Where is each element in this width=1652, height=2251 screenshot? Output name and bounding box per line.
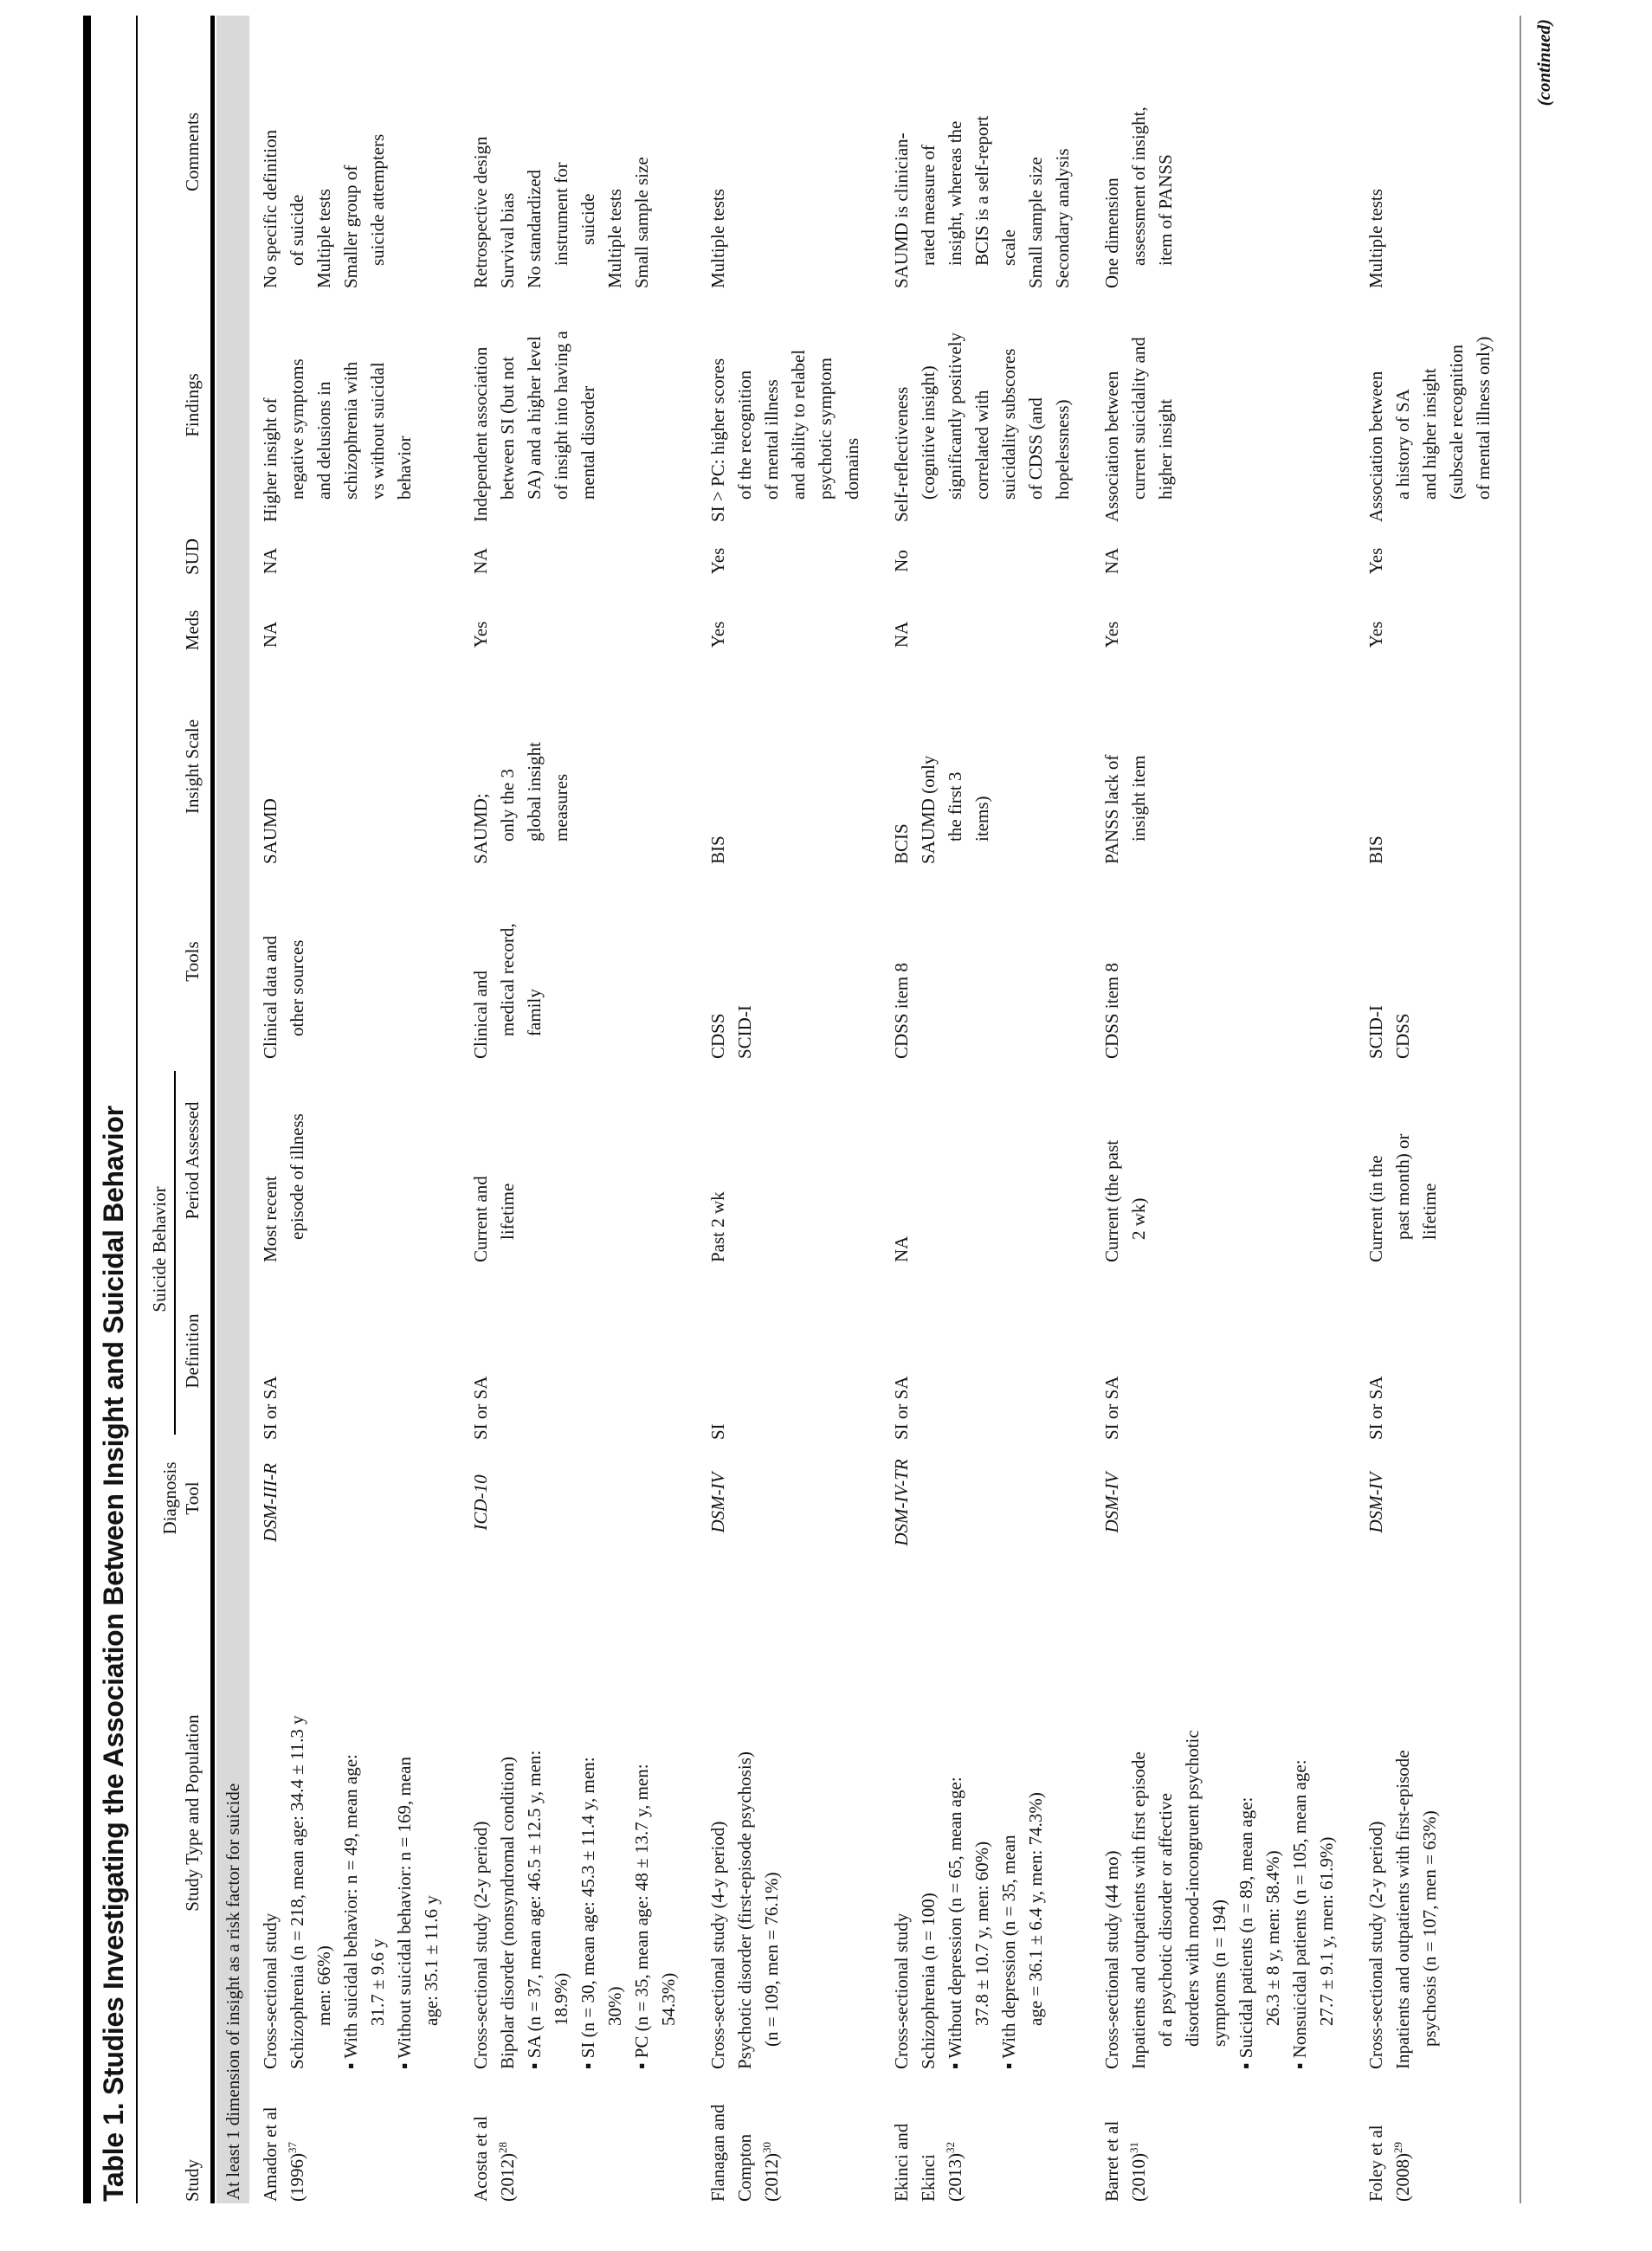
cell-line: correlated with — [971, 390, 992, 500]
cell-line: Inpatients and outpatients with first-episode — [1392, 1750, 1413, 2069]
cell-line: ▪ SI (n = 30, mean age: 45.3 ± 11.4 y, men: — [578, 1757, 598, 2069]
cell-line: ▪ With depression (n = 35, mean — [998, 1835, 1019, 2069]
cell-findings — [1099, 288, 1340, 522]
cell-line: a history of SA — [1392, 389, 1413, 500]
cell-comments — [468, 16, 682, 288]
cell-line: Independent association — [470, 346, 491, 522]
cell-line: psychosis (n = 107, men = 63%) — [1419, 1810, 1440, 2047]
cell-line: medical record, — [497, 923, 518, 1036]
cell-line: BCIS is a self-report — [971, 115, 992, 266]
cell-line: and delusions in — [313, 381, 334, 500]
cell-population — [705, 1557, 866, 2069]
cell-line: of mental illness — [761, 379, 782, 500]
study-name-line: $(1996)^{37}$ — [286, 2142, 307, 2202]
cell-line: (cognitive insight) — [918, 365, 939, 500]
header-diagnosis-line1: Diagnosis — [159, 1461, 180, 1535]
cell-definition — [1099, 1262, 1340, 1440]
cell-tools — [468, 864, 682, 1059]
cell-line: Yes — [1365, 547, 1386, 575]
table-row — [705, 16, 888, 2203]
cell-meds — [705, 591, 866, 669]
cell-findings — [257, 288, 445, 522]
cell-study — [705, 2069, 866, 2203]
cell-line: 27.7 ± 9.1 y, men: 61.9%) — [1316, 1836, 1337, 2026]
cell-line: BCIS — [891, 823, 912, 864]
cell-line: Inpatients and outpatients with first episode — [1128, 1751, 1149, 2069]
cell-line: NA — [260, 547, 281, 575]
table-row — [257, 16, 468, 2203]
header-findings: Findings — [182, 373, 203, 437]
cell-line: 30%) — [604, 1986, 625, 2026]
section-header-row: At least 1 dimension of insight as a risk factor for suicide — [216, 16, 249, 2203]
cell-definition — [257, 1262, 445, 1440]
cell-line: of insight into having a — [551, 331, 571, 500]
study-name-line: $(2012)^{30}$ — [760, 2142, 782, 2202]
study-name-line: $(2008)^{29}$ — [1391, 2142, 1413, 2202]
study-name-line: Compton — [734, 2133, 755, 2202]
table-1 — [83, 16, 1555, 2203]
cell-diagnosis — [1099, 1440, 1340, 1557]
table-row — [888, 16, 1099, 2203]
cell-line: Yes — [1101, 621, 1122, 648]
cell-line: DSM-IV — [707, 1472, 728, 1533]
cell-line: CDSS item 8 — [1101, 963, 1122, 1059]
cell-line: (n = 109, men = 76.1%) — [761, 1872, 782, 2047]
cell-insight — [257, 669, 445, 864]
study-name-line: Acosta et al — [470, 2115, 491, 2202]
header-sud: SUD — [182, 539, 203, 576]
cell-line: SAUMD (only — [918, 755, 939, 864]
cell-line: Yes — [470, 621, 491, 648]
cell-line: SAUMD; — [470, 793, 491, 864]
cell-line: ▪ Without depression (n = 65, mean age: — [945, 1777, 965, 2069]
table-top-rule — [83, 16, 91, 2203]
cell-tools — [1363, 864, 1497, 1059]
cell-line: Bipolar disorder (nonsyndromal condition) — [497, 1756, 518, 2069]
cell-line: One dimension — [1101, 177, 1122, 288]
cell-line: Multiple tests — [604, 189, 625, 288]
table-row — [468, 16, 705, 2203]
cell-comments — [1363, 16, 1497, 288]
cell-line: items) — [971, 796, 992, 842]
header-definition: Definition — [182, 1313, 203, 1389]
cell-line: scale — [998, 229, 1019, 266]
cell-line: Association between — [1365, 371, 1386, 522]
cell-line: Multiple tests — [313, 189, 334, 288]
cell-line: 37.8 ± 10.7 y, men: 60%) — [971, 1841, 992, 2026]
cell-line: SI or SA — [470, 1376, 491, 1440]
cell-line: Small sample size — [1025, 157, 1046, 288]
cell-line: 54.3%) — [658, 1972, 679, 2026]
cell-tools — [257, 864, 445, 1059]
header-comments: Comments — [182, 113, 203, 192]
cell-line: Higher insight of — [260, 397, 281, 522]
cell-line: of the recognition — [734, 370, 755, 500]
cell-line: No standardized — [524, 169, 545, 288]
cell-line: significantly positively — [945, 332, 965, 500]
cell-line: item of PANSS — [1155, 154, 1176, 266]
cell-line: other sources — [287, 939, 307, 1036]
cell-tools — [705, 864, 866, 1059]
cell-period — [705, 1059, 866, 1262]
cell-line: (subscale recognition — [1446, 344, 1467, 500]
cell-line: Multiple tests — [707, 189, 728, 288]
cell-line: 2 wk) — [1128, 1197, 1149, 1240]
cell-line: No specific definition — [260, 129, 281, 288]
cell-line: vs without suicidal — [367, 362, 388, 500]
cell-line: measures — [551, 773, 571, 842]
cell-population — [1363, 1557, 1497, 2069]
study-name-line: Ekinci — [918, 2154, 939, 2202]
cell-line: behavior — [394, 435, 415, 500]
cell-meds — [1363, 591, 1497, 669]
study-name-line: Flanagan and — [707, 2104, 728, 2202]
cell-line: ▪ Nonsuicidal patients (n = 105, mean age: — [1289, 1759, 1310, 2069]
cell-line: suicidality subscores — [998, 348, 1019, 500]
cell-sud — [888, 522, 1076, 591]
cell-tools — [888, 864, 1076, 1059]
cell-line: hopelessness) — [1052, 399, 1073, 500]
header-tools: Tools — [182, 941, 203, 982]
reference-superscript: 28 — [496, 2142, 509, 2153]
cell-line: SI or SA — [1365, 1376, 1386, 1440]
cell-line: Association between — [1101, 371, 1122, 522]
cell-line: mental disorder — [578, 385, 598, 500]
cell-definition — [1363, 1262, 1497, 1440]
cell-insight — [1099, 669, 1340, 864]
cell-study — [888, 2069, 1076, 2203]
cell-line: DSM-IV — [1101, 1472, 1122, 1533]
cell-comments — [257, 16, 445, 288]
cell-insight — [705, 669, 866, 864]
cell-line: Cross-sectional study — [891, 1912, 912, 2069]
cell-line: Most recent — [260, 1176, 281, 1262]
cell-line: SCID-I — [734, 1005, 755, 1059]
cell-line: assessment of insight, — [1128, 106, 1149, 266]
cell-line: age: 35.1 ± 11.6 y — [421, 1895, 442, 2026]
cell-sud — [1363, 522, 1497, 591]
cell-line: higher insight — [1155, 398, 1176, 500]
cell-line: suicide attempters — [367, 133, 388, 266]
cell-line: ▪ With suicidal behavior: n = 49, mean age: — [340, 1754, 361, 2069]
cell-line: age = 36.1 ± 6.4 y, men: 74.3%) — [1025, 1792, 1046, 2026]
cell-line: Retrospective design — [470, 136, 491, 288]
cell-line: suicide — [578, 193, 598, 245]
cell-period — [1363, 1059, 1497, 1262]
cell-line: of mental illness only) — [1473, 336, 1494, 500]
table-row — [1363, 16, 1520, 2203]
cell-line: Current (the past — [1101, 1139, 1122, 1262]
table-body — [249, 16, 1520, 2203]
cell-line: Yes — [707, 547, 728, 575]
cell-comments — [1099, 16, 1340, 288]
header-diagnosis-tool — [158, 1440, 203, 1557]
cell-study — [257, 2069, 445, 2203]
reference-superscript: 30 — [760, 2142, 773, 2153]
cell-line: schizophrenia with — [340, 361, 361, 500]
cell-sud — [1099, 522, 1340, 591]
cell-line: men: 66%) — [313, 1945, 334, 2026]
cell-line: instrument for — [551, 162, 571, 266]
study-name-line: Foley et al — [1365, 2125, 1386, 2202]
cell-population — [1099, 1557, 1340, 2069]
cell-line: CDSS item 8 — [891, 963, 912, 1059]
cell-population — [468, 1557, 682, 2069]
cell-line: between SI (but not — [497, 356, 518, 500]
cell-line: rated measure of — [918, 145, 939, 266]
cell-line: of a psychotic disorder or affective — [1155, 1793, 1176, 2047]
cell-comments — [705, 16, 866, 288]
cell-line: ▪ PC (n = 35, mean age: 48 ± 13.7 y, men: — [631, 1764, 652, 2069]
cell-diagnosis — [888, 1440, 1076, 1557]
cell-sud — [257, 522, 445, 591]
cell-findings — [1363, 288, 1497, 522]
study-name-line: $(2012)^{28}$ — [496, 2142, 518, 2202]
cell-line: SI — [707, 1423, 728, 1440]
cell-line: insight, whereas the — [945, 120, 965, 266]
cell-line: Current and — [470, 1176, 491, 1262]
reference-superscript: 29 — [1391, 2142, 1404, 2153]
cell-line: lifetime — [1419, 1183, 1440, 1240]
cell-period — [257, 1059, 445, 1262]
cell-line: SI > PC: higher scores — [707, 358, 728, 522]
cell-line: ▪ SA (n = 37, mean age: 46.5 ± 12.5 y, men: — [524, 1750, 545, 2069]
study-name-line: Amador et al — [260, 2106, 281, 2202]
cell-definition — [468, 1262, 682, 1440]
cell-line: DSM-IV — [1365, 1472, 1386, 1533]
cell-line: 18.9%) — [551, 1972, 571, 2026]
cell-line: Clinical and — [470, 970, 491, 1059]
cell-population — [257, 1557, 445, 2069]
study-name-line: Ekinci and — [891, 2123, 912, 2202]
cell-diagnosis — [468, 1440, 682, 1557]
header-suicide-behavior: Suicide Behavior — [149, 1186, 170, 1313]
header-meds: Meds — [182, 610, 203, 651]
cell-line: Clinical data and — [260, 935, 281, 1059]
cell-line: SI or SA — [1101, 1376, 1122, 1440]
cell-period — [468, 1059, 682, 1262]
table-row — [1099, 16, 1363, 2203]
cell-line: Self-reflectiveness — [891, 386, 912, 522]
cell-insight — [468, 669, 682, 864]
cell-line: past month) or — [1392, 1133, 1413, 1240]
study-name-line: Barret et al — [1101, 2120, 1122, 2202]
study-name-line: $(2013)^{32}$ — [944, 2142, 965, 2202]
suicide-behavior-spanner-rule — [174, 1071, 176, 1435]
table-caption: Table 1. Studies Investigating the Association Between Insight and Suicidal Behavior — [98, 1106, 129, 2202]
cell-meds — [1099, 591, 1340, 669]
cell-line: the first 3 — [945, 771, 965, 842]
cell-diagnosis — [257, 1440, 445, 1557]
cell-line: global insight — [524, 742, 545, 842]
reference-superscript: 32 — [944, 2142, 957, 2153]
cell-findings — [705, 288, 866, 522]
cell-line: Cross-sectional study (2-y period) — [470, 1821, 491, 2069]
cell-line: Secondary analysis — [1052, 148, 1073, 288]
cell-line: SAUMD is clinician- — [891, 132, 912, 288]
study-name-line: $(2010)^{31}$ — [1127, 2142, 1149, 2202]
cell-definition — [888, 1262, 1076, 1440]
reference-superscript: 31 — [1127, 2142, 1140, 2153]
cell-meds — [257, 591, 445, 669]
cell-line: NA — [891, 1235, 912, 1262]
cell-line: Small sample size — [631, 157, 652, 288]
cell-findings — [888, 288, 1076, 522]
reference-superscript: 37 — [286, 2142, 299, 2153]
cell-line: Past 2 wk — [707, 1191, 728, 1262]
cell-line: ▪ Suicidal patients (n = 89, mean age: — [1236, 1796, 1256, 2069]
cell-study — [1099, 2069, 1340, 2203]
cell-line: BIS — [707, 835, 728, 864]
cell-line: SAUMD — [260, 798, 281, 864]
cell-findings — [468, 288, 682, 522]
cell-diagnosis — [1363, 1440, 1497, 1557]
cell-line: CDSS — [1392, 1013, 1413, 1059]
cell-period — [1099, 1059, 1340, 1262]
cell-line: Schizophrenia (n = 100) — [918, 1893, 939, 2069]
cell-line: Cross-sectional study (2-y period) — [1365, 1821, 1386, 2069]
cell-line: 31.7 ± 9.6 y — [367, 1938, 388, 2026]
cell-line: domains — [842, 437, 862, 500]
header-period-assessed: Period Assessed — [182, 1101, 203, 1220]
cell-line: family — [524, 989, 545, 1036]
cell-line: 26.3 ± 8 y, men: 58.4%) — [1262, 1850, 1283, 2026]
cell-comments — [888, 16, 1076, 288]
cell-line: DSM-III-R — [260, 1463, 281, 1542]
cell-line: SI or SA — [891, 1376, 912, 1440]
cell-period — [888, 1059, 1076, 1262]
cell-line: PANSS lack of — [1101, 754, 1122, 864]
cell-line: SA) and a higher level — [524, 336, 545, 500]
cell-line: lifetime — [497, 1183, 518, 1240]
cell-population — [888, 1557, 1076, 2069]
cell-line: NA — [1101, 547, 1122, 575]
cell-line: NA — [260, 621, 281, 648]
cell-meds — [468, 591, 682, 669]
cell-line: Cross-sectional study (44 mo) — [1101, 1850, 1122, 2069]
cell-sud — [468, 522, 682, 591]
cell-study — [468, 2069, 682, 2203]
header-diagnosis-line2: Tool — [182, 1481, 203, 1515]
continued-note: (continued) — [1533, 19, 1554, 106]
cell-line: of suicide — [287, 194, 307, 266]
cell-tools — [1099, 864, 1340, 1059]
cell-line: current suicidality and — [1128, 337, 1149, 500]
cell-insight — [1363, 669, 1497, 864]
header-insight-scale: Insight Scale — [182, 719, 203, 815]
cell-line: Survival bias — [497, 192, 518, 288]
cell-line: and ability to relabel — [788, 349, 809, 500]
cell-line: of CDSS (and — [1025, 397, 1046, 500]
cell-line: Yes — [707, 621, 728, 648]
header-population: Study Type and Population — [182, 1714, 203, 1912]
cell-line: Psychotic disorder (first-episode psychosis) — [734, 1751, 755, 2069]
cell-line: psychotic symptom — [815, 358, 836, 500]
cell-meds — [888, 591, 1076, 669]
cell-line: Cross-sectional study — [260, 1912, 281, 2069]
header-suicide-behavior-group — [148, 1059, 203, 1440]
cell-insight — [888, 669, 1076, 864]
cell-line: ICD-10 — [470, 1474, 491, 1531]
table-header-row — [138, 16, 210, 2203]
cell-study — [1363, 2069, 1497, 2203]
cell-line: DSM-IV-TR — [891, 1459, 912, 1546]
cell-line: disorders with mood-incongruent psychotic — [1182, 1730, 1203, 2047]
cell-line: BIS — [1365, 835, 1386, 864]
cell-line: and higher insight — [1419, 368, 1440, 500]
cell-line: SCID-I — [1365, 1005, 1386, 1059]
cell-line: ▪ Without suicidal behavior: n = 169, mean — [394, 1757, 415, 2069]
cell-line: NA — [470, 547, 491, 575]
cell-line: Cross-sectional study (4-y period) — [707, 1821, 728, 2069]
cell-definition — [705, 1262, 866, 1440]
cell-line: Schizophrenia (n = 218, mean age: 34.4 ± 11.3 y — [287, 1715, 307, 2069]
cell-line: insight item — [1128, 755, 1149, 842]
cell-line: No — [891, 550, 912, 572]
cell-line: CDSS — [707, 1013, 728, 1059]
cell-line: NA — [891, 621, 912, 648]
cell-sud — [705, 522, 866, 591]
cell-line: only the 3 — [497, 769, 518, 842]
cell-line: episode of illness — [287, 1113, 307, 1240]
cell-line: Current (in the — [1365, 1155, 1386, 1262]
cell-line: Multiple tests — [1365, 189, 1386, 288]
header-study: Study — [182, 2158, 203, 2202]
cell-line: SI or SA — [260, 1376, 281, 1440]
cell-line: Yes — [1365, 621, 1386, 648]
header-bottom-rule — [210, 16, 215, 2203]
cell-diagnosis — [705, 1440, 866, 1557]
cell-line: symptoms (n = 194) — [1209, 1899, 1229, 2047]
cell-line: negative symptoms — [287, 358, 307, 500]
cell-line: Smaller group of — [340, 164, 361, 288]
